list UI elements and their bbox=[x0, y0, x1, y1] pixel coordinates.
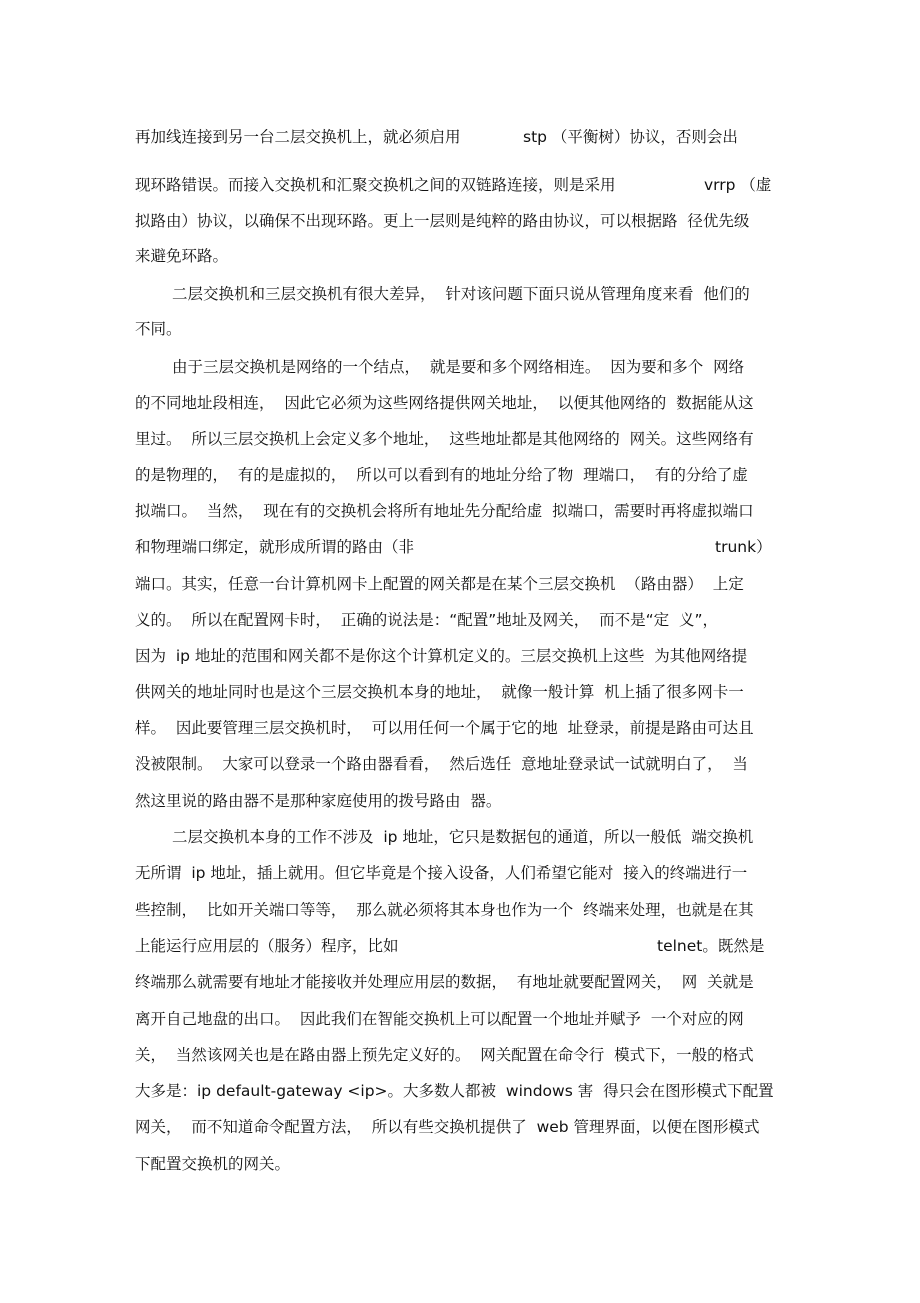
text-line bbox=[0, 1112, 920, 1142]
text-segment: 关， 当然该网关也是在路由器上预先定义好的。 网关配置在命令行 模式下，一般的格式 bbox=[135, 1046, 754, 1064]
text-line bbox=[0, 895, 920, 925]
text-segment: 供网关的地址同时也是这个三层交换机本身的地址， 就像一般计算 机上插了很多网卡一 bbox=[135, 683, 744, 701]
text-segment: trunk） bbox=[715, 538, 772, 556]
text-line bbox=[0, 388, 920, 418]
text-line bbox=[0, 424, 920, 454]
text-segment: 由于三层交换机是网络的一个结点， 就是要和多个网络相连。 因为要和多个 网络 bbox=[172, 358, 745, 376]
text-segment: 再加线连接到另一台二层交换机上，就必须启用 bbox=[135, 128, 461, 146]
text-segment: 无所谓 ip 地址，插上就用。但它毕竟是个接入设备，人们希望它能对 接入的终端进行一 bbox=[135, 864, 748, 882]
text-line bbox=[0, 967, 920, 997]
text-segment: 些控制， 比如开关端口等等， 那么就必须将其本身也作为一个 终端来处理，也就是在其 bbox=[135, 901, 754, 919]
text-segment: 现环路错误。而接入交换机和汇聚交换机之间的双链路连接，则是采用 bbox=[135, 176, 616, 194]
text-segment: 大多是：ip default-gateway <ip>。大多数人都被 windows 害 得只会在图形模式下配置 bbox=[135, 1082, 774, 1100]
text-segment: 的是物理的， 有的是虚拟的， 所以可以看到有的地址分给了物 理端口， 有的分给了虚 bbox=[135, 466, 748, 484]
text-line bbox=[0, 279, 920, 309]
text-segment: 和物理端口绑定，就形成所谓的路由（非 bbox=[135, 538, 415, 556]
text-line bbox=[0, 713, 920, 743]
text-segment: 网关， 而不知道命令配置方法， 所以有些交换机提供了 web 管理界面，以便在图形模式 bbox=[135, 1118, 760, 1136]
text-segment: 因为 ip 地址的范围和网关都不是你这个计算机定义的。三层交换机上这些 为其他网络提 bbox=[135, 647, 748, 665]
text-line bbox=[0, 460, 920, 490]
text-line bbox=[0, 822, 920, 852]
text-line bbox=[0, 170, 920, 200]
text-segment: 上能运行应用层的（服务）程序，比如 bbox=[135, 937, 399, 955]
text-segment: 下配置交换机的网关。 bbox=[135, 1155, 291, 1173]
text-segment: 终端那么就需要有地址才能接收并处理应用层的数据， 有地址就要配置网关， 网 关就是 bbox=[135, 973, 754, 991]
text-line bbox=[0, 677, 920, 707]
text-line bbox=[0, 641, 920, 671]
text-segment: 端口。其实，任意一台计算机网卡上配置的网关都是在某个三层交换机 （路由器） 上定 bbox=[135, 575, 744, 593]
text-segment: 离开自己地盘的出口。 因此我们在智能交换机上可以配置一个地址并赋予 一个对应的网 bbox=[135, 1010, 744, 1028]
text-segment: 二层交换机本身的工作不涉及 ip 地址，它只是数据包的通道，所以一般低 端交换机 bbox=[172, 828, 754, 846]
text-segment: 样。 因此要管理三层交换机时， 可以用任何一个属于它的地 址登录，前提是路由可达且 bbox=[135, 719, 754, 737]
text-segment: 拟路由）协议，以确保不出现环路。更上一层则是纯粹的路由协议，可以根据路 径优先级 bbox=[135, 212, 750, 230]
text-segment: telnet。既然是 bbox=[657, 937, 765, 955]
text-line bbox=[0, 749, 920, 779]
text-line bbox=[0, 1040, 920, 1070]
text-line bbox=[0, 858, 920, 888]
text-segment: stp （平衡树）协议，否则会出 bbox=[523, 128, 738, 146]
text-line bbox=[0, 122, 920, 152]
text-line bbox=[0, 605, 920, 635]
text-line bbox=[0, 1004, 920, 1034]
text-segment: 拟端口。 当然， 现在有的交换机会将所有地址先分配给虚 拟端口，需要时再将虚拟端口 bbox=[135, 502, 754, 520]
text-line bbox=[0, 1076, 920, 1106]
text-line bbox=[0, 786, 920, 816]
text-segment: 不同。 bbox=[135, 320, 182, 338]
text-line bbox=[0, 496, 920, 526]
text-line bbox=[0, 314, 920, 344]
text-line bbox=[0, 1149, 920, 1179]
text-line bbox=[0, 206, 920, 236]
text-line bbox=[0, 532, 920, 562]
text-segment: 义的。 所以在配置网卡时， 正确的说法是：“配置”地址及网关， 而不是“定 义”， bbox=[135, 611, 719, 629]
text-line bbox=[0, 931, 920, 961]
text-segment: 来避免环路。 bbox=[135, 247, 229, 265]
text-segment: 二层交换机和三层交换机有很大差异， 针对该问题下面只说从管理角度来看 他们的 bbox=[172, 285, 750, 303]
text-segment: 里过。 所以三层交换机上会定义多个地址， 这些地址都是其他网络的 网关。这些网络有 bbox=[135, 430, 754, 448]
text-segment: 没被限制。 大家可以登录一个路由器看看， 然后选任 意地址登录试一试就明白了， 当 bbox=[135, 755, 748, 773]
text-segment: 然这里说的路由器不是那种家庭使用的拨号路由 器。 bbox=[135, 792, 502, 810]
text-line bbox=[0, 241, 920, 271]
text-line bbox=[0, 352, 920, 382]
text-segment: 的不同地址段相连， 因此它必须为这些网络提供网关地址， 以便其他网络的 数据能从这 bbox=[135, 394, 754, 412]
text-segment: vrrp （虚 bbox=[704, 176, 772, 194]
text-line bbox=[0, 569, 920, 599]
